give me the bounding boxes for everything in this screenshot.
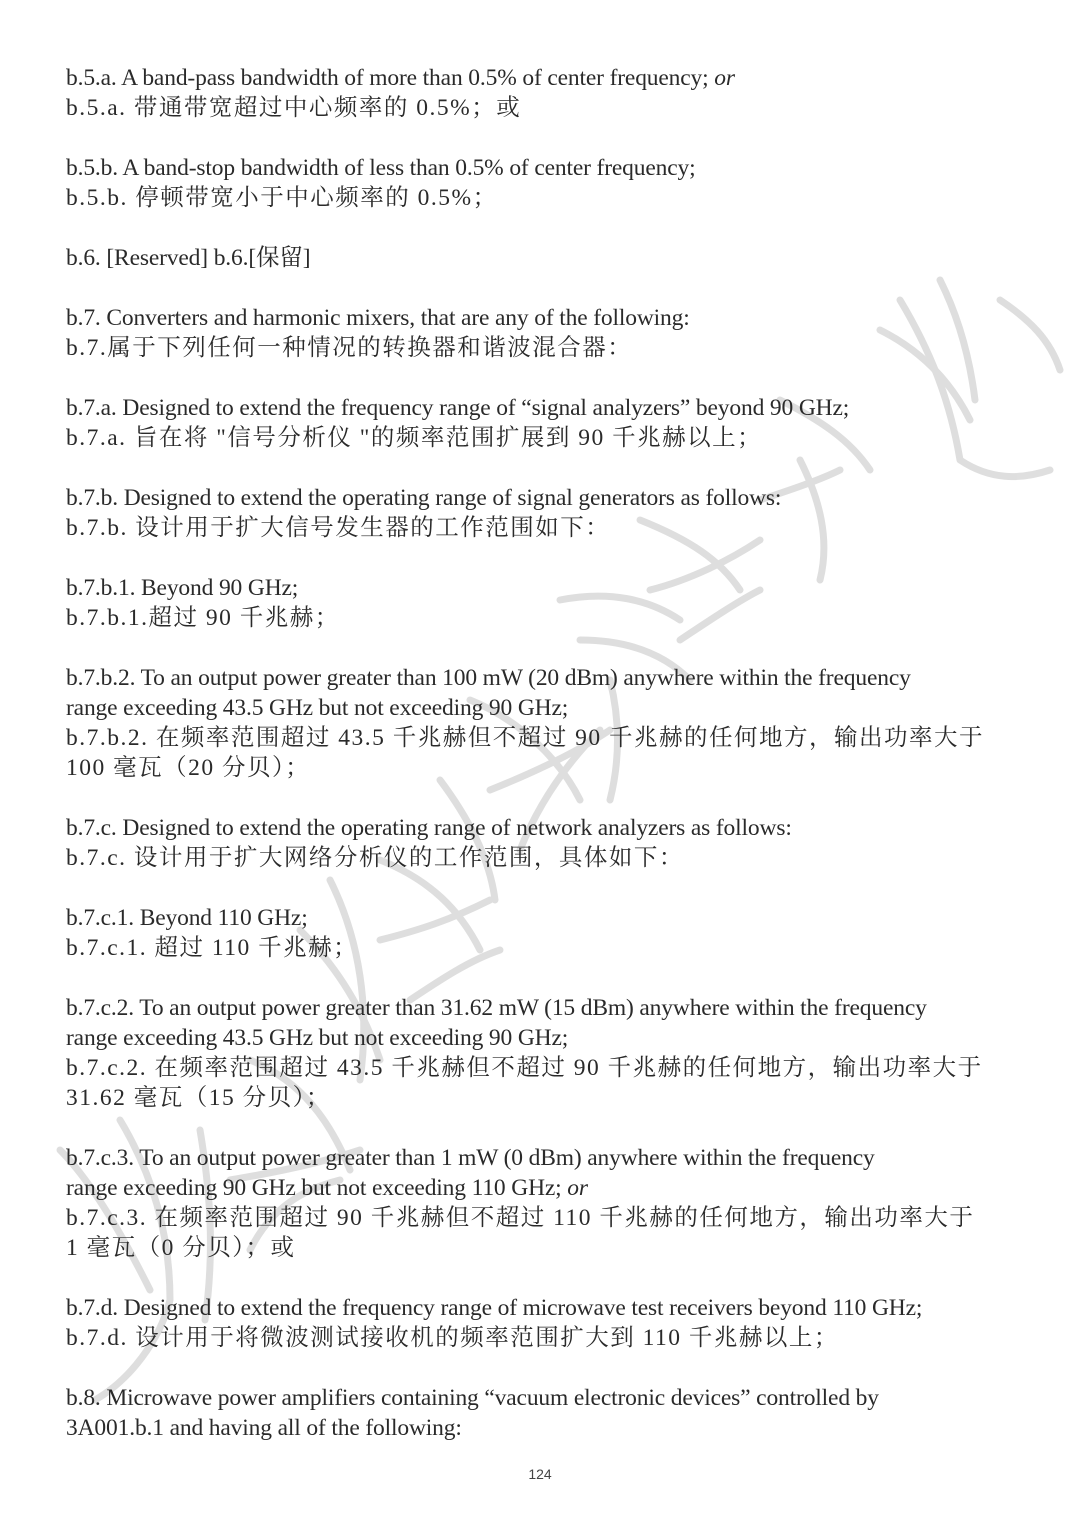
paragraph-b5b [66,153,1026,213]
text-line-zh: b.7.b.1.超过 90 千兆赫； [66,605,340,631]
paragraph-b7c1 [66,903,1026,963]
text-line-zh: b.7.c.3. 在频率范围超过 90 千兆赫但不超过 110 千兆赫的任何地方，输出功率大于 [66,1205,975,1231]
text-line-en: b.7.d. Designed to extend the frequency range of microwave test receivers beyond 110 GHz; [66,1295,923,1321]
paragraph-b7d [66,1293,1026,1353]
text-line-zh: b.5.a. 带通带宽超过中心频率的 0.5%；或 [66,95,522,121]
text-line-en: b.7. Converters and harmonic mixers, that are any of the following: [66,305,690,331]
text-line-en: 3A001.b.1 and having all of the following: [66,1415,462,1441]
text-line-en: b.7.b. Designed to extend the operating range of signal generators as follows: [66,485,782,511]
paragraph-b7 [66,303,1026,363]
text-line-zh: b.7.c.2. 在频率范围超过 43.5 千兆赫但不超过 90 千兆赫的任何地方，输出功率大于 [66,1055,983,1081]
text-line-zh: b.5.b. 停顿带宽小于中心频率的 0.5%； [66,185,498,211]
text-line-en: b.7.b.2. To an output power greater than 100 mW (20 dBm) anywhere within the frequency [66,665,911,691]
paragraph-b7b1 [66,573,1026,633]
text-line-zh: b.7.c.1. 超过 110 千兆赫； [66,935,359,961]
text-line-en: b.5.b. A band-stop bandwidth of less than 0.5% of center frequency; [66,155,696,181]
text-line-zh: 31.62 毫瓦（15 分贝）； [66,1085,331,1111]
text-line-en: b.7.c.2. To an output power greater than 31.62 mW (15 dBm) anywhere within the frequency [66,995,927,1021]
text-line-zh: b.7.c. 设计用于扩大网络分析仪的工作范围，具体如下： [66,845,684,871]
text-line-zh: b.7.b. 设计用于扩大信号发生器的工作范围如下： [66,515,611,541]
page-number: 124 [528,1466,552,1482]
text-line-en: b.7.c.1. Beyond 110 GHz; [66,905,308,931]
document-body [66,63,1026,1473]
text-line-en: b.6. [Reserved] b.6.[保留] [66,245,311,271]
paragraph-b8 [66,1383,1026,1443]
paragraph-b7a [66,393,1026,453]
conjunction-or: or [714,65,735,91]
text-line-en: b.7.a. Designed to extend the frequency range of “signal analyzers” beyond 90 GHz; [66,395,850,421]
paragraph-b7c2 [66,993,1026,1113]
conjunction-or: or [567,1175,588,1201]
paragraph-b7b [66,483,1026,543]
paragraph-b6 [66,243,1026,273]
text-line-zh: b.7.a. 旨在将 "信号分析仪 "的频率范围扩展到 90 千兆赫以上； [66,425,763,451]
paragraph-b7c [66,813,1026,873]
paragraph-b7b2 [66,663,1026,783]
paragraph-b5a [66,63,1026,123]
text-line-en: range exceeding 43.5 GHz but not exceeding 90 GHz; [66,1025,569,1051]
text-line-en: b.7.c.3. To an output power greater than 1 mW (0 dBm) anywhere within the frequency [66,1145,875,1171]
text-line-zh: 1 毫瓦（0 分贝）；或 [66,1235,296,1261]
text-line-en: b.8. Microwave power amplifiers containing “vacuum electronic devices” controlled by [66,1385,879,1411]
text-line-en: b.5.a. A band-pass bandwidth of more than 0.5% of center frequency; or [66,65,735,91]
text-line-zh: 100 毫瓦（20 分贝）； [66,755,311,781]
paragraph-b7c3 [66,1143,1026,1263]
text-line-en: range exceeding 43.5 GHz but not exceeding 90 GHz; [66,695,569,721]
text-line-zh: b.7.b.2. 在频率范围超过 43.5 千兆赫但不超过 90 千兆赫的任何地方，输出功率大于 [66,725,984,751]
text-line-en: b.7.c. Designed to extend the operating range of network analyzers as follows: [66,815,792,841]
text-line-en: range exceeding 90 GHz but not exceeding 110 GHz; or [66,1175,588,1201]
text-line-en: b.7.b.1. Beyond 90 GHz; [66,575,299,601]
text-line-zh: b.7.d. 设计用于将微波测试接收机的频率范围扩大到 110 千兆赫以上； [66,1325,839,1351]
text-line-zh: b.7.属于下列任何一种情况的转换器和谐波混合器： [66,335,633,361]
